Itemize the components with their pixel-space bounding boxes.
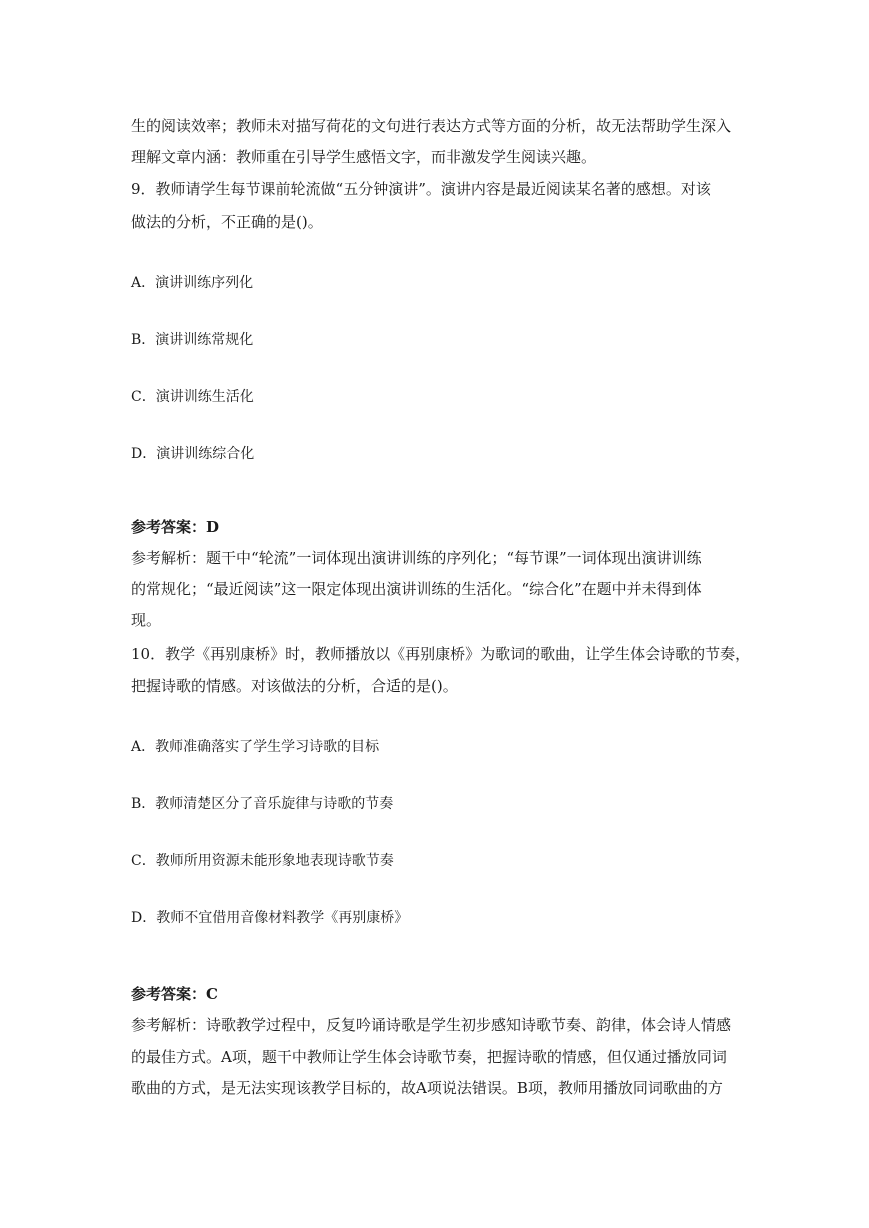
q10-answer: 参考答案：C	[131, 985, 218, 1003]
q9-option-b: B．演讲训练常规化	[131, 332, 254, 348]
q10-analysis-line-2: 的最佳方式。A项，题干中教师让学生体会诗歌节奏，把握诗歌的情感，但仅通过播放同词	[131, 1048, 727, 1066]
q9-option-d: D．演讲训练综合化	[131, 446, 255, 462]
intro-line-2: 理解文章内涵：教师重在引导学生感悟文字，而非激发学生阅读兴趣。	[131, 148, 597, 166]
q10-analysis-line-1: 参考解析：诗歌教学过程中，反复吟诵诗歌是学生初步感知诗歌节奏、韵律，体会诗人情感	[131, 1016, 732, 1034]
q10-analysis-line-3: 歌曲的方式，是无法实现该教学目标的，故A项说法错误。B项，教师用播放同词歌曲的方	[131, 1079, 723, 1097]
q10-stem-line-1: 10．教学《再别康桥》时，教师播放以《再别康桥》为歌词的歌曲，让学生体会诗歌的节奏，	[131, 645, 751, 663]
q9-option-a: A．演讲训练序列化	[131, 275, 254, 291]
q9-stem-line-2: 做法的分析，不正确的是()。	[131, 213, 323, 231]
q9-option-c: C．演讲训练生活化	[131, 389, 254, 405]
intro-line-1: 生的阅读效率；教师未对描写荷花的文句进行表达方式等方面的分析，故无法帮助学生深入	[131, 117, 732, 135]
q9-analysis-line-1: 参考解析：题干中“轮流”一词体现出演讲训练的序列化；“每节课”一词体现出演讲训练	[131, 549, 702, 567]
q10-option-b: B．教师清楚区分了音乐旋律与诗歌的节奏	[131, 796, 394, 812]
q9-answer: 参考答案：D	[131, 518, 220, 536]
q9-analysis-line-3: 现。	[131, 611, 162, 629]
q9-analysis-line-2: 的常规化；“最近阅读”这一限定体现出演讲训练的生活化。“综合化”在题中并未得到体	[131, 580, 702, 598]
q10-option-a: A．教师准确落实了学生学习诗歌的目标	[131, 739, 380, 755]
q10-stem-line-2: 把握诗歌的情感。对该做法的分析，合适的是()。	[131, 677, 458, 695]
q10-option-d: D．教师不宜借用音像材料教学《再别康桥》	[131, 910, 409, 926]
q9-stem-line-1: 9．教师请学生每节课前轮流做“五分钟演讲”。演讲内容是最近阅读某名著的感想。对该	[131, 180, 711, 198]
q10-option-c: C．教师所用资源未能形象地表现诗歌节奏	[131, 853, 394, 869]
